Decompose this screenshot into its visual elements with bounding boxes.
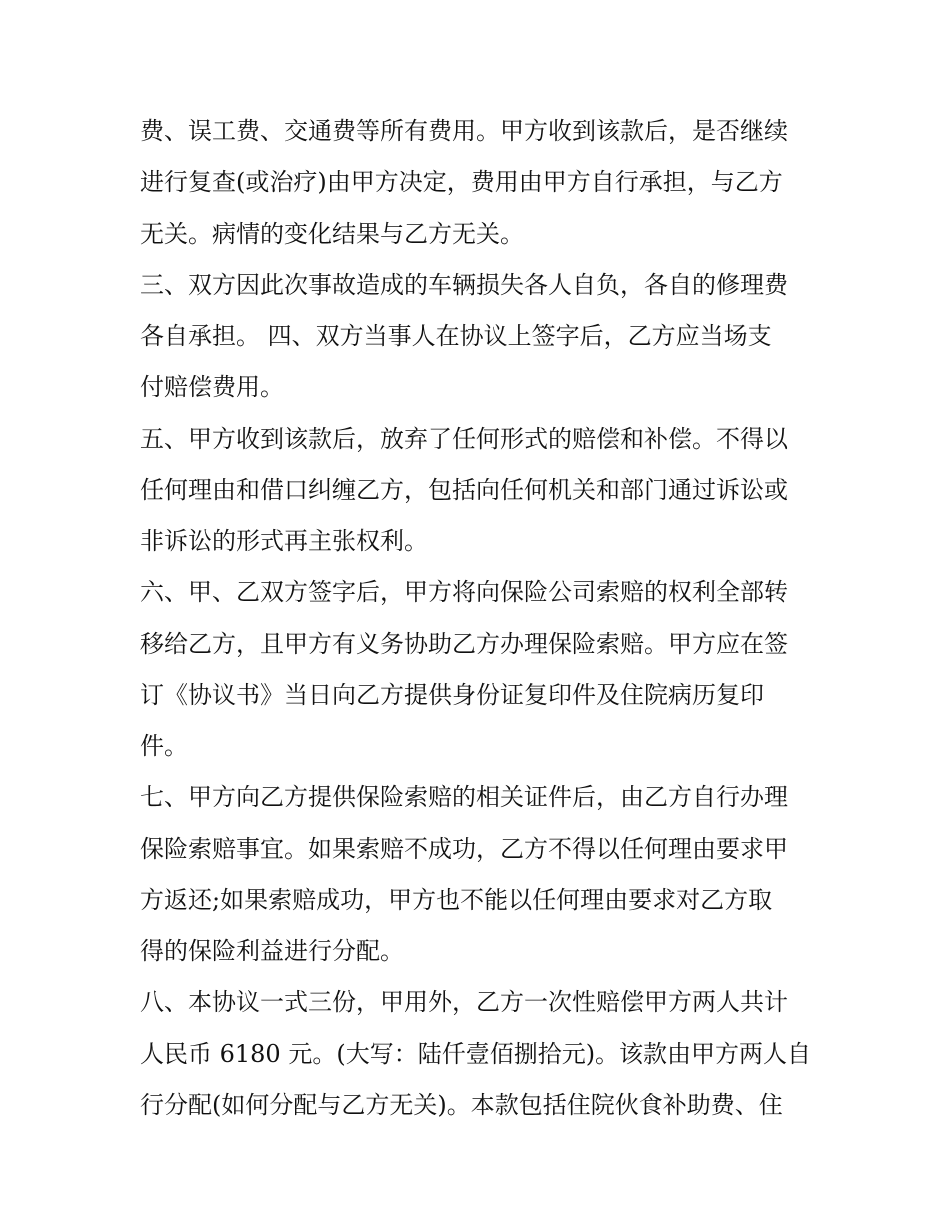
text-line: 进行复查(或治疗)由甲方决定，费用由甲方自行承担，与乙方 (140, 168, 783, 197)
text-line: 方返还;如果索赔成功，甲方也不能以任何理由要求对乙方取 (140, 885, 773, 914)
text-line: 件。 (140, 732, 188, 760)
agreement-text (140, 106, 820, 1131)
text-line: 得的保险利益进行分配。 (140, 937, 404, 965)
text-line: 行分配(如何分配与乙方无关)。本款包括住院伙食补助费、住 (140, 1090, 783, 1119)
text-line: 五、甲方收到该款后，放弃了任何形式的赔偿和补偿。不得以 (140, 424, 788, 453)
text-line: 八、本协议一式三份，甲用外，乙方一次性赔偿甲方两人共计 (140, 988, 788, 1017)
text-line: 移给乙方，且甲方有义务协助乙方办理保险索赔。甲方应在签 (140, 629, 788, 658)
text-line: 三、双方因此次事故造成的车辆损失各人自负，各自的修理费 (140, 270, 788, 299)
text-line: 订《协议书》当日向乙方提供身份证复印件及住院病历复印 (140, 680, 764, 709)
text-line: 人民币 6180 元。(大写：陆仟壹佰捌拾元)。该款由甲方两人自 (140, 1039, 812, 1068)
text-line: 七、甲方向乙方提供保险索赔的相关证件后，由乙方自行办理 (140, 783, 788, 812)
text-line: 各自承担。 四、双方当事人在协议上签字后，乙方应当场支 (140, 322, 772, 350)
text-line: 非诉讼的形式再主张权利。 (140, 527, 428, 555)
text-line: 六、甲、乙双方签字后，甲方将向保险公司索赔的权利全部转 (140, 578, 788, 607)
text-line: 费、误工费、交通费等所有费用。甲方收到该款后，是否继续 (140, 117, 788, 145)
text-line: 无关。病情的变化结果与乙方无关。 (140, 219, 524, 248)
text-line: 任何理由和借口纠缠乙方，包括向任何机关和部门通过诉讼或 (140, 475, 788, 504)
text-line: 保险索赔事宜。如果索赔不成功，乙方不得以任何理由要求甲 (140, 834, 788, 863)
text-line: 付赔偿费用。 (140, 373, 284, 402)
